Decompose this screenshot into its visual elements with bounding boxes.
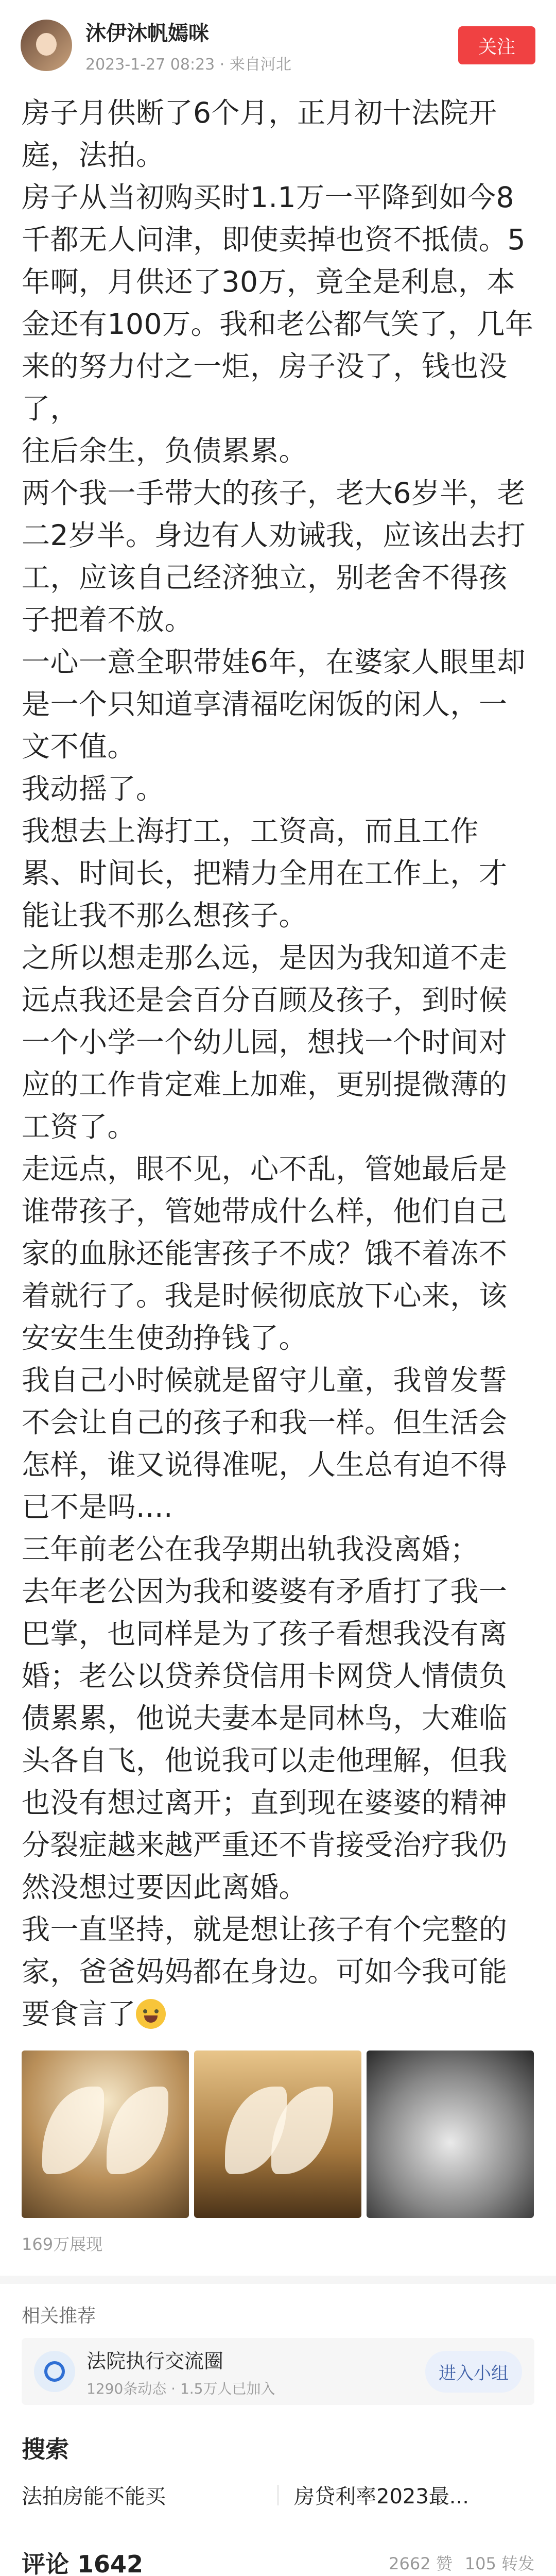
divider [277, 2485, 279, 2505]
related-group-card[interactable] [22, 2338, 534, 2405]
author-info [85, 17, 458, 74]
crying-face-icon [136, 1999, 166, 2029]
paragraph: 往后余生，负债累累。 [22, 434, 308, 467]
post-image-angel[interactable] [22, 2050, 189, 2218]
comment-count: 评论 1642 [22, 2550, 144, 2576]
paragraph: 我想去上海打工，工资高，而且工作累、时间长，把精力全用在工作上，才能让我不那么想孩子。 [22, 815, 508, 932]
related-title: 相关推荐 [22, 2306, 96, 2327]
wing-shape [107, 2087, 168, 2174]
comment-bar [0, 2510, 556, 2576]
paragraph: 两个我一手带大的孩子，老大6岁半，老二2岁半。身边有人劝诫我，应该出去打工，应该自己经济独立，别老舍不得孩子把着不放。 [22, 477, 526, 636]
follow-button[interactable]: 关注 [458, 26, 535, 64]
join-group-button[interactable]: 进入小组 [425, 2351, 522, 2393]
post-article [0, 71, 556, 2035]
paragraph: 一心一意全职带娃6年，在婆家人眼里却是一个只知道享清福吃闲饭的闲人，一文不值。 [22, 646, 526, 763]
like-count: 2662 赞 [389, 2554, 453, 2573]
section-divider [0, 2276, 556, 2284]
search-suggestion[interactable]: 法拍房能不能买 [22, 2485, 166, 2509]
group-logo-icon [34, 2351, 75, 2392]
search-suggestion[interactable]: 房贷利率2023最... [294, 2485, 469, 2509]
search-title: 搜索 [22, 2435, 69, 2463]
paragraph: 走远点，眼不见，心不乱，管她最后是谁带孩子，管她带成什么样，他们自己家的血脉还能害孩子不成？饿不着冻不着就行了。我是时候彻底放下心来，该安安生生使劲挣钱了。 [22, 1153, 508, 1354]
post-image-statue[interactable] [194, 2050, 361, 2218]
search-suggestions [0, 2480, 556, 2510]
paragraph-text: 我一直坚持，就是想让孩子有个完整的家，爸爸妈妈都在身边。可如今我可能要食言了 [22, 1913, 508, 2030]
post-image-sad-figure[interactable] [367, 2050, 534, 2218]
wing-shape [42, 2087, 104, 2174]
paragraph: 房子从当初购买时1.1万一平降到如今8千都无人问津，即使卖掉也资不抵债。5年啊，月供还了30万，竟全是利息，本金还有100万。我和老公都气笑了，几年来的努力付之一炬，房子没了，钱也没了， [22, 181, 534, 425]
author-avatar[interactable] [21, 20, 72, 71]
group-stats: 1290条动态 · 1.5万人已加入 [86, 2380, 275, 2397]
paragraph: 三年前老公在我孕期出轨我没离婚； [22, 1533, 479, 1566]
post-images [0, 2035, 556, 2218]
share-count: 105 转发 [464, 2554, 534, 2573]
post-header [0, 0, 556, 74]
author-name[interactable]: 沐伊沐帆嫣咪 [85, 21, 209, 45]
post-meta: 2023-1-27 08:23 · 来自河北 [85, 55, 291, 74]
paragraph: 我动摇了。 [22, 772, 165, 805]
group-info [86, 2345, 425, 2398]
paragraph: 之所以想走那么远，是因为我知道不走远点我还是会百分百顾及孩子，到时候一个小学一个幼儿园，想找一个时间对应的工作肯定难上加难，更别提微薄的工资了。 [22, 941, 508, 1143]
paragraph: 去年老公因为我和婆婆有矛盾打了我一巴掌，也同样是为了孩子看想我没有离婚；老公以贷养贷信用卡网贷人情债负债累累，他说夫妻本是同林鸟，大难临头各自飞，他说我可以走他理解，但我也没有想过离开；直到现在婆婆的精神分裂症越来越严重还不肯接受治疗我仍然没想过要因此离婚。 [22, 1575, 508, 1904]
view-count: 169万展现 [22, 2234, 103, 2254]
group-name: 法院执行交流圈 [86, 2349, 224, 2372]
paragraph: 我自己小时候就是留守儿童，我曾发誓不会让自己的孩子和我一样。但生活会怎样，谁又说得准呢，人生总有迫不得已不是吗.... [22, 1364, 508, 1523]
paragraph-final [22, 1908, 534, 2035]
paragraph: 房子月供断了6个月，正月初十法院开庭，法拍。 [22, 96, 497, 172]
